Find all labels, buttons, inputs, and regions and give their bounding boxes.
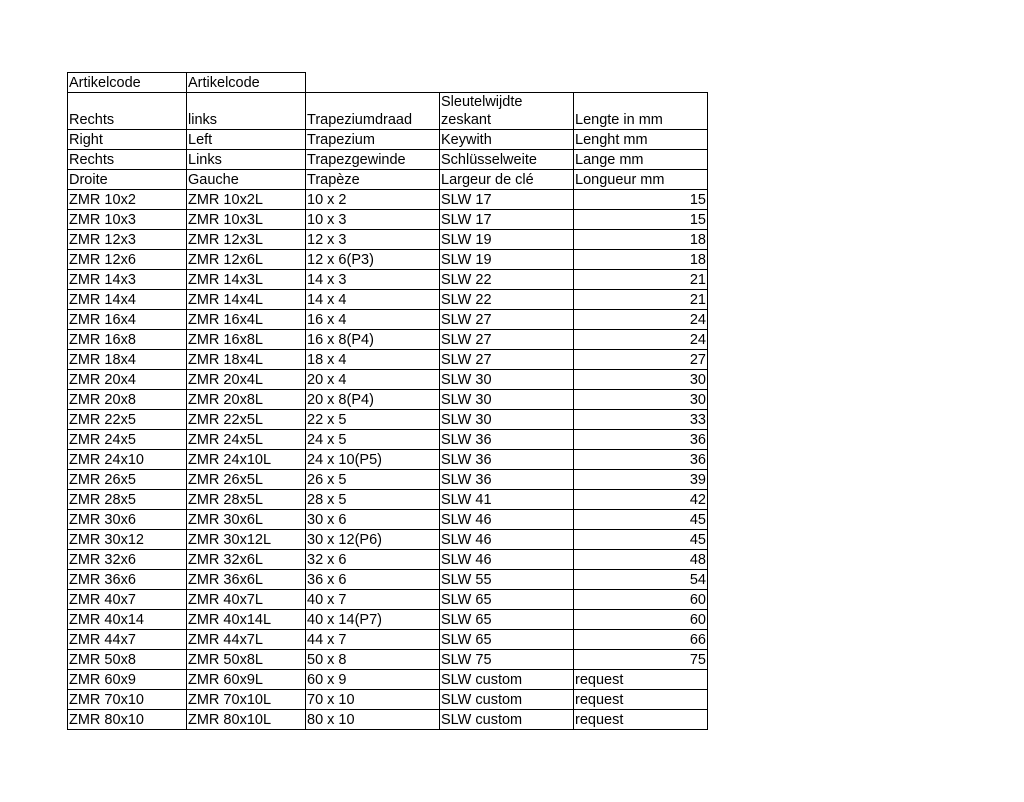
code-right-cell[interactable]: ZMR 10x2 <box>68 190 187 210</box>
empty-cell <box>440 73 574 93</box>
code-right-cell[interactable]: ZMR 24x5 <box>68 430 187 450</box>
keywidth-cell[interactable]: SLW 75 <box>440 650 574 670</box>
keywidth-cell[interactable]: SLW 65 <box>440 630 574 650</box>
table-row <box>68 430 708 450</box>
table-row <box>68 370 708 390</box>
code-left-cell[interactable]: ZMR 40x14L <box>187 610 306 630</box>
empty-cell <box>574 73 708 93</box>
code-right-cell[interactable]: ZMR 36x6 <box>68 570 187 590</box>
code-left-cell[interactable]: ZMR 60x9L <box>187 670 306 690</box>
keywidth-cell[interactable]: SLW custom <box>440 690 574 710</box>
code-right-cell[interactable]: ZMR 14x3 <box>68 270 187 290</box>
table-body <box>68 73 708 730</box>
thread-cell[interactable]: 70 x 10 <box>306 690 440 710</box>
code-right-cell[interactable]: ZMR 80x10 <box>68 710 187 730</box>
thread-cell[interactable]: 12 x 3 <box>306 230 440 250</box>
header-cell[interactable]: Schlüsselweite <box>440 150 574 170</box>
table-row <box>68 390 708 410</box>
thread-cell[interactable]: 32 x 6 <box>306 550 440 570</box>
keywidth-cell[interactable]: SLW 46 <box>440 550 574 570</box>
header-cell[interactable]: Gauche <box>187 170 306 190</box>
thread-cell[interactable]: 20 x 4 <box>306 370 440 390</box>
thread-cell[interactable]: 10 x 2 <box>306 190 440 210</box>
code-right-cell[interactable]: ZMR 20x8 <box>68 390 187 410</box>
length-cell[interactable]: 66 <box>574 630 708 650</box>
code-left-cell[interactable]: ZMR 30x12L <box>187 530 306 550</box>
header-cell[interactable]: Sleutelwijdte zeskant <box>440 93 574 130</box>
length-cell[interactable]: 18 <box>574 250 708 270</box>
header-cell[interactable]: Rechts <box>68 150 187 170</box>
keywidth-cell[interactable]: SLW 36 <box>440 430 574 450</box>
length-cell[interactable]: 54 <box>574 570 708 590</box>
thread-cell[interactable]: 28 x 5 <box>306 490 440 510</box>
code-left-cell[interactable]: ZMR 14x3L <box>187 270 306 290</box>
code-right-cell[interactable]: ZMR 22x5 <box>68 410 187 430</box>
length-cell[interactable]: 48 <box>574 550 708 570</box>
thread-cell[interactable]: 30 x 12(P6) <box>306 530 440 550</box>
table-row <box>68 190 708 210</box>
table-row <box>68 610 708 630</box>
length-cell[interactable]: 42 <box>574 490 708 510</box>
keywidth-cell[interactable]: SLW 17 <box>440 210 574 230</box>
table-row <box>68 230 708 250</box>
code-left-cell[interactable]: ZMR 40x7L <box>187 590 306 610</box>
header-cell[interactable]: Trapeziumdraad <box>306 93 440 130</box>
code-right-cell[interactable]: ZMR 24x10 <box>68 450 187 470</box>
thread-cell[interactable]: 36 x 6 <box>306 570 440 590</box>
spreadsheet <box>67 72 708 730</box>
code-right-cell[interactable]: ZMR 60x9 <box>68 670 187 690</box>
keywidth-cell[interactable]: SLW 19 <box>440 250 574 270</box>
table-row <box>68 630 708 650</box>
code-left-cell[interactable]: ZMR 26x5L <box>187 470 306 490</box>
keywidth-cell[interactable]: SLW 22 <box>440 270 574 290</box>
empty-cell <box>306 73 440 93</box>
length-cell[interactable]: 30 <box>574 370 708 390</box>
table-row <box>68 570 708 590</box>
thread-cell[interactable]: 18 x 4 <box>306 350 440 370</box>
code-right-cell[interactable]: ZMR 70x10 <box>68 690 187 710</box>
header-cell[interactable]: Trapezgewinde <box>306 150 440 170</box>
keywidth-cell[interactable]: SLW 30 <box>440 390 574 410</box>
table-row <box>68 290 708 310</box>
thread-cell[interactable]: 16 x 4 <box>306 310 440 330</box>
keywidth-cell[interactable]: SLW 30 <box>440 410 574 430</box>
code-right-cell[interactable]: ZMR 44x7 <box>68 630 187 650</box>
thread-cell[interactable]: 50 x 8 <box>306 650 440 670</box>
header-cell[interactable]: Trapèze <box>306 170 440 190</box>
code-left-cell[interactable]: ZMR 20x8L <box>187 390 306 410</box>
length-cell[interactable]: 60 <box>574 590 708 610</box>
code-left-cell[interactable]: ZMR 28x5L <box>187 490 306 510</box>
code-right-cell[interactable]: ZMR 40x7 <box>68 590 187 610</box>
code-left-cell[interactable]: ZMR 12x6L <box>187 250 306 270</box>
length-cell[interactable]: 15 <box>574 210 708 230</box>
table-row <box>68 490 708 510</box>
keywidth-cell[interactable]: SLW 41 <box>440 490 574 510</box>
length-cell[interactable]: 36 <box>574 430 708 450</box>
code-left-cell[interactable]: ZMR 18x4L <box>187 350 306 370</box>
code-left-cell[interactable]: ZMR 50x8L <box>187 650 306 670</box>
code-right-cell[interactable]: ZMR 26x5 <box>68 470 187 490</box>
thread-cell[interactable]: 12 x 6(P3) <box>306 250 440 270</box>
header-cell[interactable]: Artikelcode <box>68 73 187 93</box>
header-cell[interactable]: Right <box>68 130 187 150</box>
table-row <box>68 350 708 370</box>
code-left-cell[interactable]: ZMR 10x3L <box>187 210 306 230</box>
code-left-cell[interactable]: ZMR 20x4L <box>187 370 306 390</box>
length-cell[interactable]: 30 <box>574 390 708 410</box>
table-row <box>68 470 708 490</box>
keywidth-cell[interactable]: SLW 19 <box>440 230 574 250</box>
keywidth-cell[interactable]: SLW 55 <box>440 570 574 590</box>
product-table <box>67 72 708 730</box>
code-right-cell[interactable]: ZMR 12x6 <box>68 250 187 270</box>
table-row <box>68 710 708 730</box>
header-cell[interactable]: Droite <box>68 170 187 190</box>
code-left-cell[interactable]: ZMR 14x4L <box>187 290 306 310</box>
code-right-cell[interactable]: ZMR 12x3 <box>68 230 187 250</box>
header-cell[interactable]: Links <box>187 150 306 170</box>
length-cell[interactable]: 60 <box>574 610 708 630</box>
length-cell[interactable]: 45 <box>574 510 708 530</box>
table-row <box>68 410 708 430</box>
table-row <box>68 310 708 330</box>
code-left-cell[interactable]: ZMR 44x7L <box>187 630 306 650</box>
table-row <box>68 210 708 230</box>
length-cell[interactable]: 39 <box>574 470 708 490</box>
table-row <box>68 550 708 570</box>
thread-cell[interactable]: 20 x 8(P4) <box>306 390 440 410</box>
thread-cell[interactable]: 60 x 9 <box>306 670 440 690</box>
code-right-cell[interactable]: ZMR 30x6 <box>68 510 187 530</box>
table-row <box>68 590 708 610</box>
header-cell[interactable]: Longueur mm <box>574 170 708 190</box>
thread-cell[interactable]: 44 x 7 <box>306 630 440 650</box>
length-cell[interactable]: 27 <box>574 350 708 370</box>
code-right-cell[interactable]: ZMR 14x4 <box>68 290 187 310</box>
thread-cell[interactable]: 22 x 5 <box>306 410 440 430</box>
length-cell[interactable]: 18 <box>574 230 708 250</box>
keywidth-cell[interactable]: SLW 36 <box>440 450 574 470</box>
length-cell[interactable]: 33 <box>574 410 708 430</box>
thread-cell[interactable]: 14 x 4 <box>306 290 440 310</box>
length-cell[interactable]: 24 <box>574 330 708 350</box>
code-left-cell[interactable]: ZMR 30x6L <box>187 510 306 530</box>
keywidth-cell[interactable]: SLW custom <box>440 670 574 690</box>
length-cell[interactable]: request <box>574 690 708 710</box>
code-left-cell[interactable]: ZMR 22x5L <box>187 410 306 430</box>
length-cell[interactable]: request <box>574 710 708 730</box>
header-cell[interactable]: Lange mm <box>574 150 708 170</box>
code-right-cell[interactable]: ZMR 16x4 <box>68 310 187 330</box>
code-left-cell[interactable]: ZMR 36x6L <box>187 570 306 590</box>
thread-cell[interactable]: 40 x 14(P7) <box>306 610 440 630</box>
thread-cell[interactable]: 16 x 8(P4) <box>306 330 440 350</box>
keywidth-cell[interactable]: SLW 65 <box>440 590 574 610</box>
keywidth-cell[interactable]: SLW 46 <box>440 530 574 550</box>
keywidth-cell[interactable]: SLW 27 <box>440 350 574 370</box>
table-row <box>68 530 708 550</box>
length-cell[interactable]: 36 <box>574 450 708 470</box>
code-right-cell[interactable]: ZMR 32x6 <box>68 550 187 570</box>
keywidth-cell[interactable]: SLW 22 <box>440 290 574 310</box>
code-left-cell[interactable]: ZMR 80x10L <box>187 710 306 730</box>
header-cell[interactable]: Largeur de clé <box>440 170 574 190</box>
thread-cell[interactable]: 24 x 5 <box>306 430 440 450</box>
table-row <box>68 690 708 710</box>
thread-cell[interactable]: 14 x 3 <box>306 270 440 290</box>
code-right-cell[interactable]: ZMR 28x5 <box>68 490 187 510</box>
keywidth-cell[interactable]: SLW 46 <box>440 510 574 530</box>
header-cell[interactable]: links <box>187 93 306 130</box>
keywidth-cell[interactable]: SLW 27 <box>440 310 574 330</box>
keywidth-cell[interactable]: SLW 65 <box>440 610 574 630</box>
header-cell[interactable]: Keywith <box>440 130 574 150</box>
length-cell[interactable]: request <box>574 670 708 690</box>
code-left-cell[interactable]: ZMR 16x4L <box>187 310 306 330</box>
header-row <box>68 130 708 150</box>
header-row <box>68 93 708 130</box>
code-right-cell[interactable]: ZMR 20x4 <box>68 370 187 390</box>
thread-cell[interactable]: 26 x 5 <box>306 470 440 490</box>
code-left-cell[interactable]: ZMR 70x10L <box>187 690 306 710</box>
header-cell[interactable]: Lengte in mm <box>574 93 708 130</box>
keywidth-cell[interactable]: SLW 36 <box>440 470 574 490</box>
code-right-cell[interactable]: ZMR 50x8 <box>68 650 187 670</box>
code-right-cell[interactable]: ZMR 16x8 <box>68 330 187 350</box>
length-cell[interactable]: 75 <box>574 650 708 670</box>
table-row <box>68 330 708 350</box>
code-left-cell[interactable]: ZMR 12x3L <box>187 230 306 250</box>
keywidth-cell[interactable]: SLW 17 <box>440 190 574 210</box>
header-row <box>68 150 708 170</box>
header-cell[interactable]: Trapezium <box>306 130 440 150</box>
code-right-cell[interactable]: ZMR 40x14 <box>68 610 187 630</box>
length-cell[interactable]: 24 <box>574 310 708 330</box>
code-right-cell[interactable]: ZMR 10x3 <box>68 210 187 230</box>
thread-cell[interactable]: 40 x 7 <box>306 590 440 610</box>
header-cell[interactable]: Left <box>187 130 306 150</box>
header-cell[interactable]: Lenght mm <box>574 130 708 150</box>
thread-cell[interactable]: 10 x 3 <box>306 210 440 230</box>
code-left-cell[interactable]: ZMR 16x8L <box>187 330 306 350</box>
length-cell[interactable]: 45 <box>574 530 708 550</box>
header-cell[interactable]: Artikelcode <box>187 73 306 93</box>
table-row <box>68 250 708 270</box>
header-row <box>68 170 708 190</box>
header-cell[interactable]: Rechts <box>68 93 187 130</box>
code-left-cell[interactable]: ZMR 10x2L <box>187 190 306 210</box>
table-row <box>68 270 708 290</box>
length-cell[interactable]: 21 <box>574 290 708 310</box>
thread-cell[interactable]: 30 x 6 <box>306 510 440 530</box>
keywidth-cell[interactable]: SLW 30 <box>440 370 574 390</box>
thread-cell[interactable]: 24 x 10(P5) <box>306 450 440 470</box>
code-right-cell[interactable]: ZMR 30x12 <box>68 530 187 550</box>
keywidth-cell[interactable]: SLW 27 <box>440 330 574 350</box>
table-row <box>68 650 708 670</box>
table-row <box>68 670 708 690</box>
length-cell[interactable]: 21 <box>574 270 708 290</box>
code-left-cell[interactable]: ZMR 24x5L <box>187 430 306 450</box>
code-right-cell[interactable]: ZMR 18x4 <box>68 350 187 370</box>
thread-cell[interactable]: 80 x 10 <box>306 710 440 730</box>
length-cell[interactable]: 15 <box>574 190 708 210</box>
table-row <box>68 510 708 530</box>
table-row <box>68 450 708 470</box>
keywidth-cell[interactable]: SLW custom <box>440 710 574 730</box>
code-left-cell[interactable]: ZMR 32x6L <box>187 550 306 570</box>
header-row <box>68 73 708 93</box>
code-left-cell[interactable]: ZMR 24x10L <box>187 450 306 470</box>
